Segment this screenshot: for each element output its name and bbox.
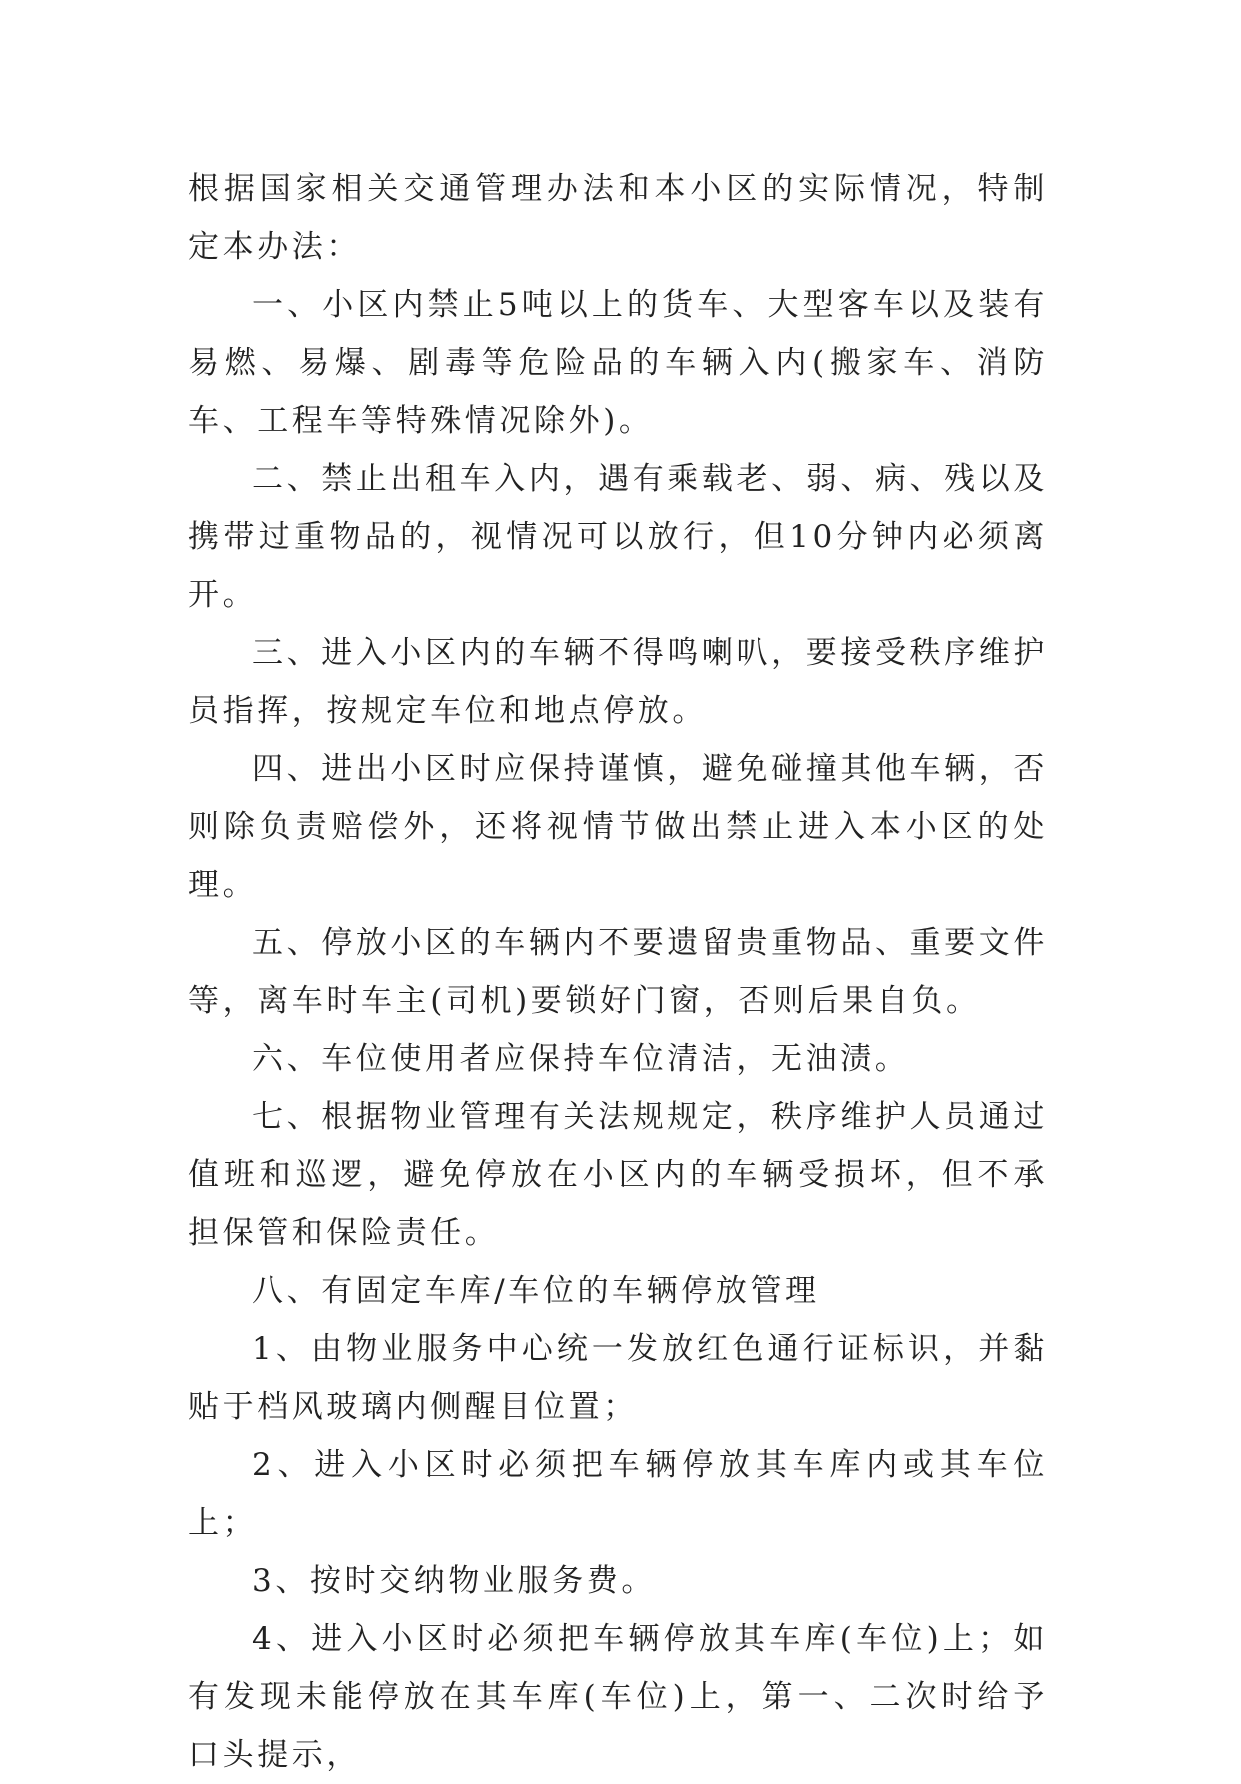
rule-5-paragraph: 五、停放小区的车辆内不要遗留贵重物品、重要文件等，离车时车主(司机)要锁好门窗，否则后果自负。 bbox=[188, 925, 1048, 1019]
rule-7-paragraph: 七、根据物业管理有关法规规定，秩序维护人员通过值班和巡逻，避免停放在小区内的车辆受损坏，但不承担保管和保险责任。 bbox=[188, 1099, 1048, 1251]
rule-8-heading: 八、有固定车库/车位的车辆停放管理 bbox=[252, 1273, 820, 1309]
rule-8-item-1: 1、由物业服务中心统一发放红色通行证标识，并黏贴于档风玻璃内侧醒目位置； bbox=[188, 1331, 1048, 1425]
rule-8-item-2: 2、进入小区时必须把车辆停放其车库内或其车位上； bbox=[188, 1447, 1048, 1541]
rule-2-paragraph: 二、禁止出租车入内，遇有乘载老、弱、病、残以及携带过重物品的，视情况可以放行，但10分钟内必须离开。 bbox=[188, 461, 1048, 613]
rule-8-item-3: 3、按时交纳物业服务费。 bbox=[252, 1563, 656, 1599]
document-body bbox=[188, 160, 1048, 1784]
rule-4-paragraph: 四、进出小区时应保持谨慎，避免碰撞其他车辆，否则除负责赔偿外，还将视情节做出禁止进入本小区的处理。 bbox=[188, 751, 1048, 903]
rule-3-paragraph: 三、进入小区内的车辆不得鸣喇叭，要接受秩序维护员指挥，按规定车位和地点停放。 bbox=[188, 635, 1048, 729]
intro-paragraph: 根据国家相关交通管理办法和本小区的实际情况，特制定本办法： bbox=[188, 171, 1048, 265]
rule-6-paragraph: 六、车位使用者应保持车位清洁，无油渍。 bbox=[252, 1041, 910, 1077]
rule-1-paragraph: 一、小区内禁止5吨以上的货车、大型客车以及装有易燃、易爆、剧毒等危险品的车辆入内(搬家车、消防车、工程车等特殊情况除外)。 bbox=[188, 287, 1048, 439]
rule-8-item-4: 4、进入小区时必须把车辆停放其车库(车位)上；如有发现未能停放在其车库(车位)上，第一、二次时给予口头提示， bbox=[188, 1621, 1048, 1773]
